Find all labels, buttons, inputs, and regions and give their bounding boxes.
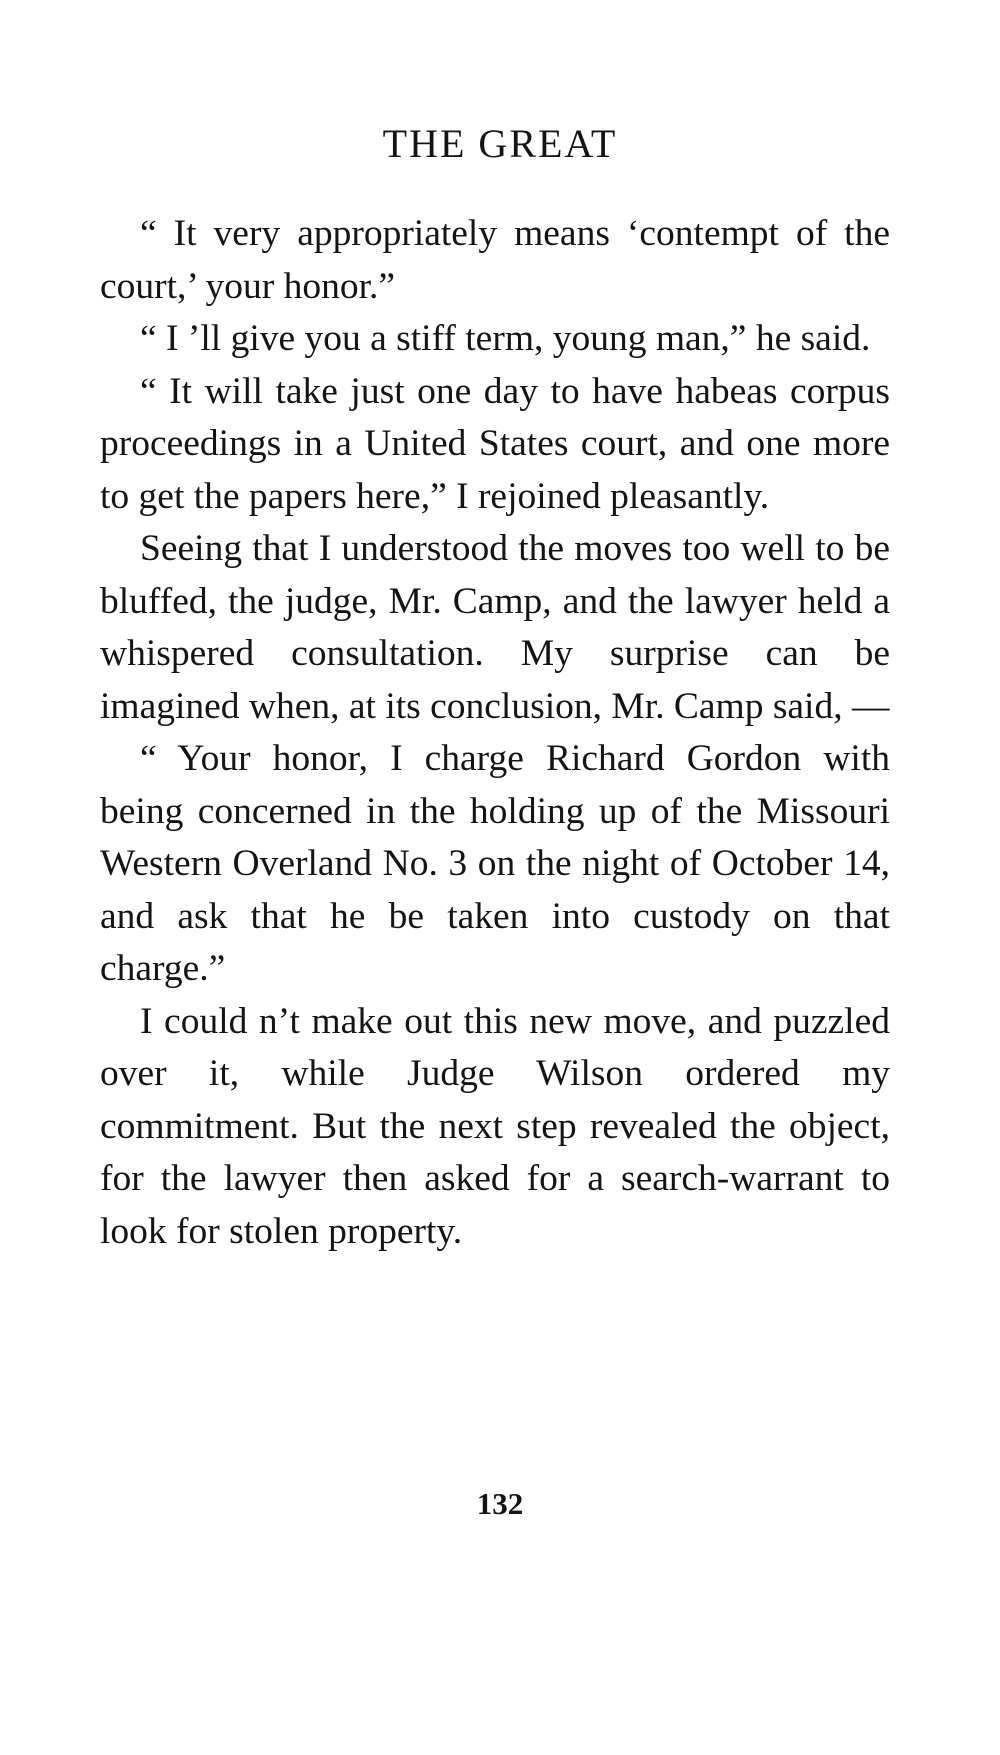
- running-head: THE GREAT: [382, 121, 618, 166]
- paragraph: “ Your honor, I charge Richard Gordon with being concerned in the holding up of the Missouri Western Overland No. 3 on the night of October 14, and ask that he be taken into custody on that charge.”: [100, 738, 890, 989]
- paragraph: “ It will take just one day to have habeas corpus proceedings in a United States court, and one more to get the papers here,” I rejoined pleasantly.: [100, 370, 890, 517]
- paragraph: Seeing that I understood the moves too well to be bluffed, the judge, Mr. Camp, and the lawyer held a whispered consultation. My surprise can be imagined when, at its conclusion, Mr. Camp said, —: [100, 528, 890, 727]
- paragraph: “ It very appropriately means ‘contempt of the court,’ your honor.”: [100, 213, 890, 307]
- paragraph: I could n’t make out this new move, and puzzled over it, while Judge Wilson ordered my commitment. But the next step revealed the object, for the lawyer then asked for a search-warrant to look for stolen property.: [100, 1000, 890, 1252]
- page-body: [100, 208, 890, 1258]
- paragraph: “ I ’ll give you a stiff term, young man,” he said.: [140, 318, 871, 359]
- page-number: 132: [476, 1486, 524, 1521]
